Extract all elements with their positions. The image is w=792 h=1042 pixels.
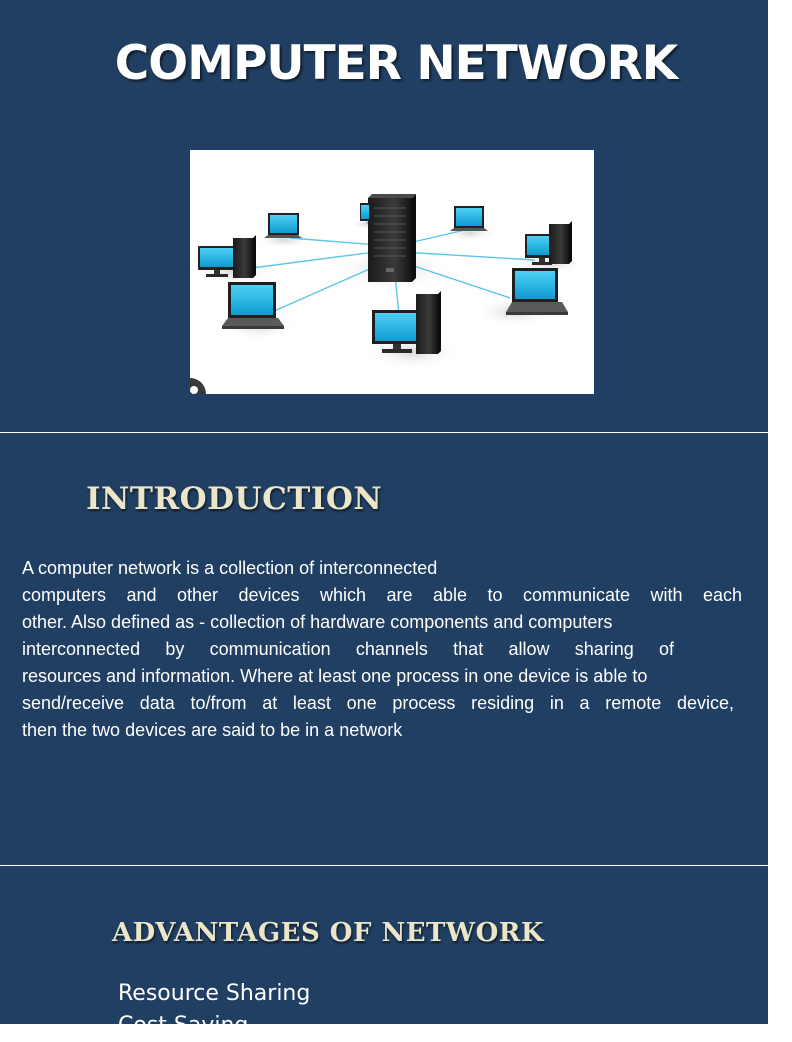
paragraph-line: resources and information. Where at least one process in one device is able to xyxy=(22,666,648,686)
laptop-icon xyxy=(264,213,302,238)
paragraph-line: computers and other devices which are able to communicate with each xyxy=(22,585,742,605)
paragraph-line: A computer network is a collection of interconnected xyxy=(22,558,438,578)
network-diagram-image xyxy=(190,150,594,394)
paragraph-line: interconnected by communication channels that allow sharing of xyxy=(22,639,674,659)
paragraph-line: other. Also defined as - collection of hardware components and computers xyxy=(22,612,613,632)
paragraph-line: then the two devices are said to be in a network xyxy=(22,720,403,740)
introduction-heading: INTRODUCTION xyxy=(86,481,383,517)
laptop-icon xyxy=(506,268,568,315)
paragraph-line: send/receive data to/from at least one process residing in a remote device, xyxy=(22,693,734,713)
laptop-icon xyxy=(222,282,284,329)
advantages-heading: ADVANTAGES OF NETWORK xyxy=(112,918,544,948)
laptop-icon xyxy=(360,203,370,221)
list-item: Cost Saving xyxy=(118,1013,249,1038)
list-item: Resource Sharing xyxy=(118,981,311,1006)
advantages-slide xyxy=(0,866,768,1038)
slide-title: COMPUTER NETWORK xyxy=(114,36,678,91)
introduction-slide xyxy=(0,433,768,865)
introduction-paragraph xyxy=(22,555,742,744)
server-tower-icon xyxy=(368,194,416,282)
title-slide xyxy=(0,0,768,432)
advantages-list xyxy=(118,978,310,1042)
laptop-icon xyxy=(450,206,488,231)
